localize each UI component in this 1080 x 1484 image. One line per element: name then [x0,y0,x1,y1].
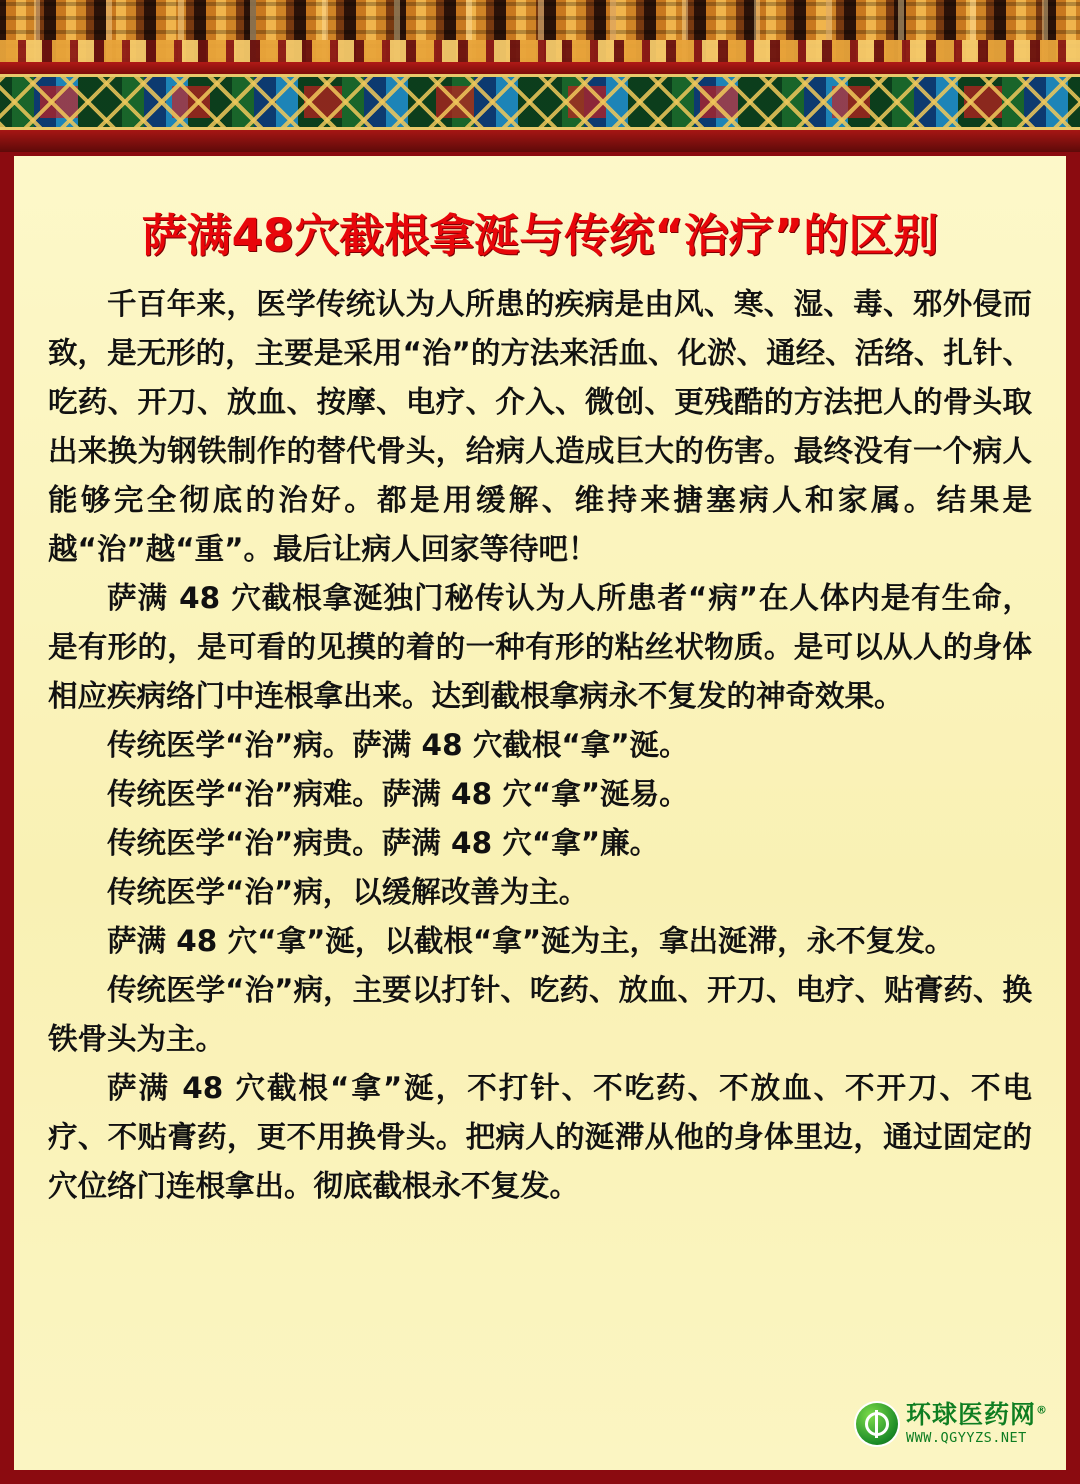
paragraph: 传统医学“治”病。萨满 48 穴截根“拿”涎。 [107,727,689,762]
site-url: WWW.QGYYZS.NET [905,1430,1027,1447]
paragraph: 萨满 48 穴截根拿涎独门秘传认为人所患者“病”在人体内是有生命，是有形的，是可看的见摸的着的一种有形的粘丝状物质。是可以从人的身体相应疾病络门中连根拿出来。达到截根拿病永不复发的神奇效果。 [48,580,1032,713]
paragraph: 传统医学“治”病，以缓解改善为主。 [107,874,589,909]
painted-frieze [0,74,1080,130]
logo-text-wrap [906,1402,1048,1445]
paragraph: 传统医学“治”病贵。萨满 48 穴“拿”廉。 [107,825,660,860]
paragraph: 传统医学“治”病，主要以打针、吃药、放血、开刀、电疗、贴膏药、换铁骨头为主。 [48,972,1032,1056]
registered-mark: ® [1036,1403,1048,1417]
paragraph: 传统医学“治”病难。萨满 48 穴“拿”涎易。 [107,776,689,811]
red-beam-upper [0,62,1080,74]
paragraph: 萨满 48 穴“拿”涎，以截根“拿”涎为主，拿出涎滞，永不复发。 [107,923,955,958]
logo-row [798,1402,1048,1445]
site-watermark [798,1402,1048,1460]
site-name [906,1402,1048,1428]
page-title: 萨满48穴截根拿涎与传统“治疗”的区别 [141,209,939,262]
red-beam-lower [0,130,1080,152]
article-sheet [14,156,1066,1470]
globe-medicine-logo-icon [856,1403,898,1445]
site-name-text: 环球医药网 [905,1400,1036,1429]
decorative-banner [0,0,1080,152]
paragraph: 萨满 48 穴截根“拿”涎，不打针、不吃药、不放血、不开刀、不电疗、不贴膏药，更不用换骨头。把病人的涎滞从他的身体里边，通过固定的穴位络门连根拿出。彻底截根永不复发。 [48,1070,1032,1203]
frieze-zigzag-pattern-icon [0,77,1080,127]
article-body [48,280,1032,1211]
paragraph: 千百年来，医学传统认为人所患的疾病是由风、寒、湿、毒、邪外侵而致，是无形的，主要是采用“治”的方法来活血、化淤、通经、活络、扎针、吃药、开刀、放血、按摩、电疗、介入、微创、更残酷的方法把人的骨头取出来换为钢铁制作的替代骨头，给病人造成巨大的伤害。最终没有一个病人能够完全彻底的治好。都是用缓解、维持来搪塞病人和家属。结果是越“治”越“重”。最后让病人回家等待吧！ [48,286,1032,566]
